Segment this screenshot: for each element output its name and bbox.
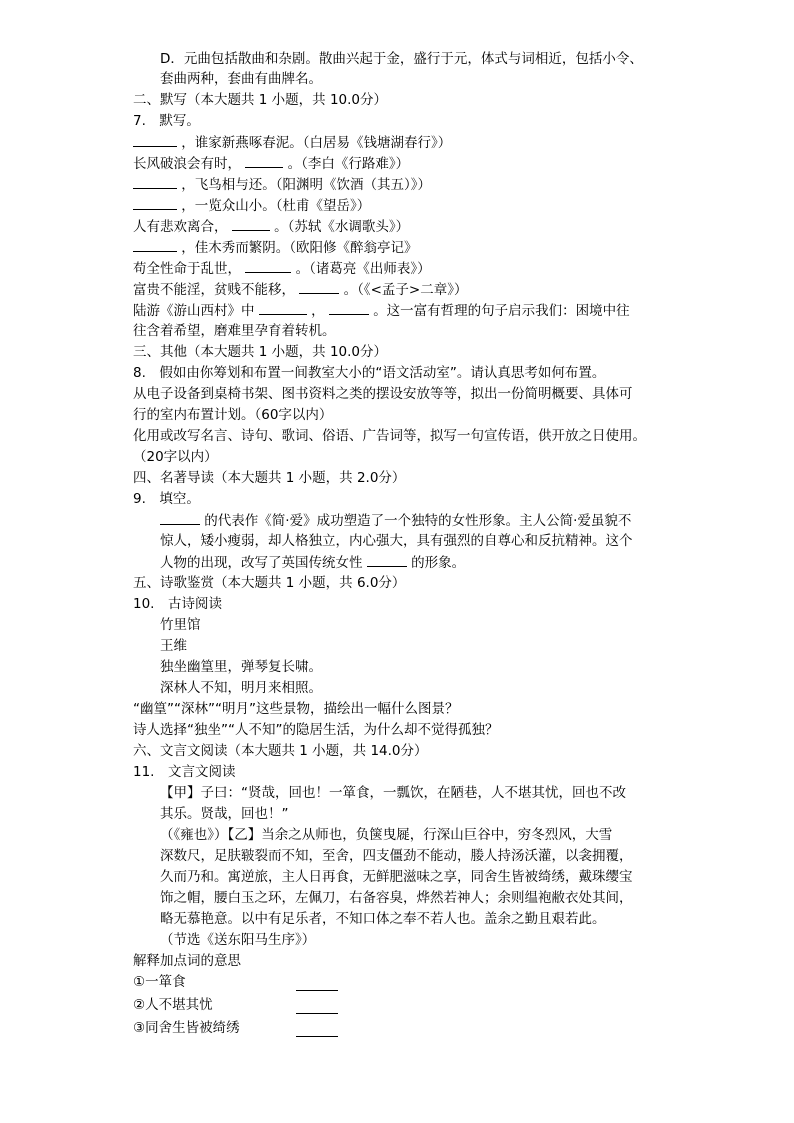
text-line <box>133 447 218 467</box>
answer-blank[interactable] <box>299 279 339 294</box>
text-segment: 9. 填空。 <box>133 491 200 507</box>
text-segment: 套曲两种，套曲有曲牌名。 <box>160 71 322 87</box>
answer-blank[interactable] <box>367 552 407 567</box>
text-segment: 。（李白《行路难》） <box>287 156 410 172</box>
text-segment: 二、默写（本大题共 1 小题，共 10.0分） <box>133 92 388 108</box>
answer-blank[interactable] <box>296 976 338 991</box>
answer-blank[interactable] <box>133 174 177 189</box>
text-segment: 诗人选择“独坐”“人不知”的隐居生活，为什么却不觉得孤独？ <box>133 722 499 738</box>
text-line <box>160 825 612 845</box>
text-line <box>133 363 605 383</box>
answer-blank[interactable] <box>329 300 369 315</box>
text-segment: ①一箪食 <box>133 974 186 990</box>
text-line <box>160 636 187 656</box>
text-segment: （节选《送东阳马生序》） <box>160 932 316 948</box>
text-segment: （《雍也》）【乙】当余之从师也，负箧曳屣，行深山巨谷中，穷冬烈风，大雪 <box>160 827 613 843</box>
text-segment: 富贵不能淫，贫贱不能移， <box>133 282 295 298</box>
text-line <box>160 846 633 866</box>
text-line <box>133 972 186 992</box>
text-segment: ，一览众山小。（杜甫《望岳》） <box>181 198 371 214</box>
text-line <box>160 657 322 677</box>
text-segment: 长风破浪会有时， <box>133 156 241 172</box>
text-line <box>133 699 458 719</box>
answer-blank[interactable] <box>296 999 338 1014</box>
text-line <box>133 321 336 341</box>
text-line <box>133 237 418 258</box>
text-line <box>133 384 633 404</box>
text-segment: 。（《<孟子>二章》） <box>343 282 468 298</box>
answer-blank[interactable] <box>232 216 270 231</box>
text-line <box>133 1018 240 1038</box>
text-line <box>133 90 387 110</box>
text-segment: 8. 假如由你筹划和布置一间教室大小的“语文活动室”。请认真思考如何布置。 <box>133 365 606 381</box>
text-segment: ， <box>311 303 325 319</box>
text-segment: 7. 默写。 <box>133 113 200 129</box>
answer-blank[interactable] <box>160 510 200 525</box>
text-segment: 惊人，矮小瘦弱，却人格独立，内心强大，具有强烈的自尊心和反抗精神。这个 <box>160 533 633 549</box>
text-segment: 的代表作《简·爱》成功塑造了一个独特的女性形象。主人公简·爱虽貌不 <box>204 513 632 529</box>
text-line <box>133 342 387 362</box>
text-segment: 四、名著导读（本大题共 1 小题，共 2.0分） <box>133 470 406 486</box>
answer-blank[interactable] <box>133 195 177 210</box>
text-segment: 【甲】子曰：“贤哉，回也！一箪食，一瓢饮，在陋巷，人不堪其忧，回也不改 <box>160 785 626 801</box>
text-line <box>133 573 405 593</box>
text-segment: 竹里馆 <box>160 617 201 633</box>
text-segment: 。（诸葛亮《出师表》） <box>295 261 431 277</box>
text-line <box>160 510 631 531</box>
text-line <box>160 783 626 803</box>
text-segment: 行的室内布置计划。（60字以内） <box>133 407 333 423</box>
text-segment: D．元曲包括散曲和杂剧。散曲兴起于金，盛行于元，体式与词相近，包括小令、 <box>160 51 643 67</box>
text-line <box>160 930 315 950</box>
text-line <box>133 405 332 425</box>
text-segment: ，飞鸟相与还。（阳渊明《饮酒（其五）》） <box>181 177 432 193</box>
text-line <box>160 888 633 908</box>
text-line <box>133 489 200 509</box>
text-segment: 化用或改写名言、诗句、歌词、俗语、广告词等，拟写一句宣传语，供开放之日使用。 <box>133 428 646 444</box>
text-line <box>133 720 498 740</box>
text-segment: 。这一富有哲理的句子启示我们：困境中往 <box>373 303 630 319</box>
text-segment: “幽篁”“深林”“明月”这些景物，描绘出一幅什么图景？ <box>133 701 459 717</box>
text-line <box>133 153 409 174</box>
text-segment: 人有悲欢离合， <box>133 219 228 235</box>
text-segment: 解释加点词的意思 <box>133 953 241 969</box>
text-segment: ，谁家新燕啄春泥。（白居易《钱塘湖春行》） <box>181 135 452 151</box>
text-line <box>160 804 289 824</box>
text-line <box>133 279 467 300</box>
text-segment: 王维 <box>160 638 187 654</box>
text-line <box>133 741 428 761</box>
text-segment: 的形象。 <box>411 555 466 571</box>
text-line <box>133 426 646 446</box>
text-segment: ②人不堪其忧 <box>133 997 213 1013</box>
answer-blank[interactable] <box>296 1022 338 1037</box>
text-line <box>133 258 431 279</box>
text-line <box>133 195 370 216</box>
text-line <box>133 132 451 153</box>
text-line <box>160 909 606 929</box>
answer-blank[interactable] <box>245 258 291 273</box>
text-segment: ，佳木秀而繁阴。（欧阳修《醉翁亭记》 <box>181 240 418 256</box>
text-segment: ③同舍生皆被绮绣 <box>133 1020 240 1036</box>
text-segment: 其乐。贤哉，回也！” <box>160 806 289 822</box>
text-line <box>133 300 630 321</box>
answer-blank[interactable] <box>245 153 283 168</box>
text-segment: 从电子设备到桌椅书架、图书资料之类的摆设安放等等，拟出一份简明概要、具体可 <box>133 386 633 402</box>
text-line <box>133 468 405 488</box>
text-segment: 陆游《游山西村》中 <box>133 303 255 319</box>
text-line <box>160 49 643 69</box>
text-line <box>133 594 222 614</box>
text-segment: 深数尺，足肤皲裂而不知，至舍，四支僵劲不能动，媵人持汤沃灌，以衾拥覆， <box>160 848 633 864</box>
text-segment: 。（苏轼《水调歌头》） <box>274 219 410 235</box>
text-segment: 深林人不知，明月来相照。 <box>160 680 322 696</box>
text-segment: 久而乃和。寓逆旅，主人日再食，无鲜肥滋味之享，同舍生皆被绮绣，戴珠缨宝 <box>160 869 633 885</box>
text-segment: 往含着希望，磨难里孕育着转机。 <box>133 323 336 339</box>
text-line <box>160 531 633 551</box>
text-line <box>133 995 213 1015</box>
text-segment: 独坐幽篁里，弹琴复长啸。 <box>160 659 322 675</box>
text-segment: 五、诗歌鉴赏（本大题共 1 小题，共 6.0分） <box>133 575 406 591</box>
text-segment: 11. 文言文阅读 <box>133 764 236 780</box>
text-line <box>160 867 633 887</box>
text-line <box>133 174 431 195</box>
answer-blank[interactable] <box>133 237 177 252</box>
text-segment: 人物的出现，改写了英国传统女性 <box>160 555 363 571</box>
text-line <box>160 552 465 573</box>
text-line <box>133 951 241 971</box>
text-segment: 苟全性命于乱世， <box>133 261 241 277</box>
text-segment: 饰之帽，腰白玉之环，左佩刀，右备容臭，烨然若神人；余则缊袍敝衣处其间， <box>160 890 633 906</box>
text-line <box>133 111 200 131</box>
text-segment: 三、其他（本大题共 1 小题，共 10.0分） <box>133 344 388 360</box>
text-line <box>160 615 201 635</box>
answer-blank[interactable] <box>259 300 307 315</box>
text-segment: 略无慕艳意。以中有足乐者，不知口体之奉不若人也。盖余之勤且艰若此。 <box>160 911 606 927</box>
text-segment: 六、文言文阅读（本大题共 1 小题，共 14.0分） <box>133 743 428 759</box>
text-segment: （20字以内） <box>133 449 218 465</box>
text-line <box>160 69 322 89</box>
answer-blank[interactable] <box>133 132 177 147</box>
text-line <box>133 216 409 237</box>
text-segment: 10. 古诗阅读 <box>133 596 222 612</box>
text-line <box>160 678 322 698</box>
text-line <box>133 762 235 782</box>
